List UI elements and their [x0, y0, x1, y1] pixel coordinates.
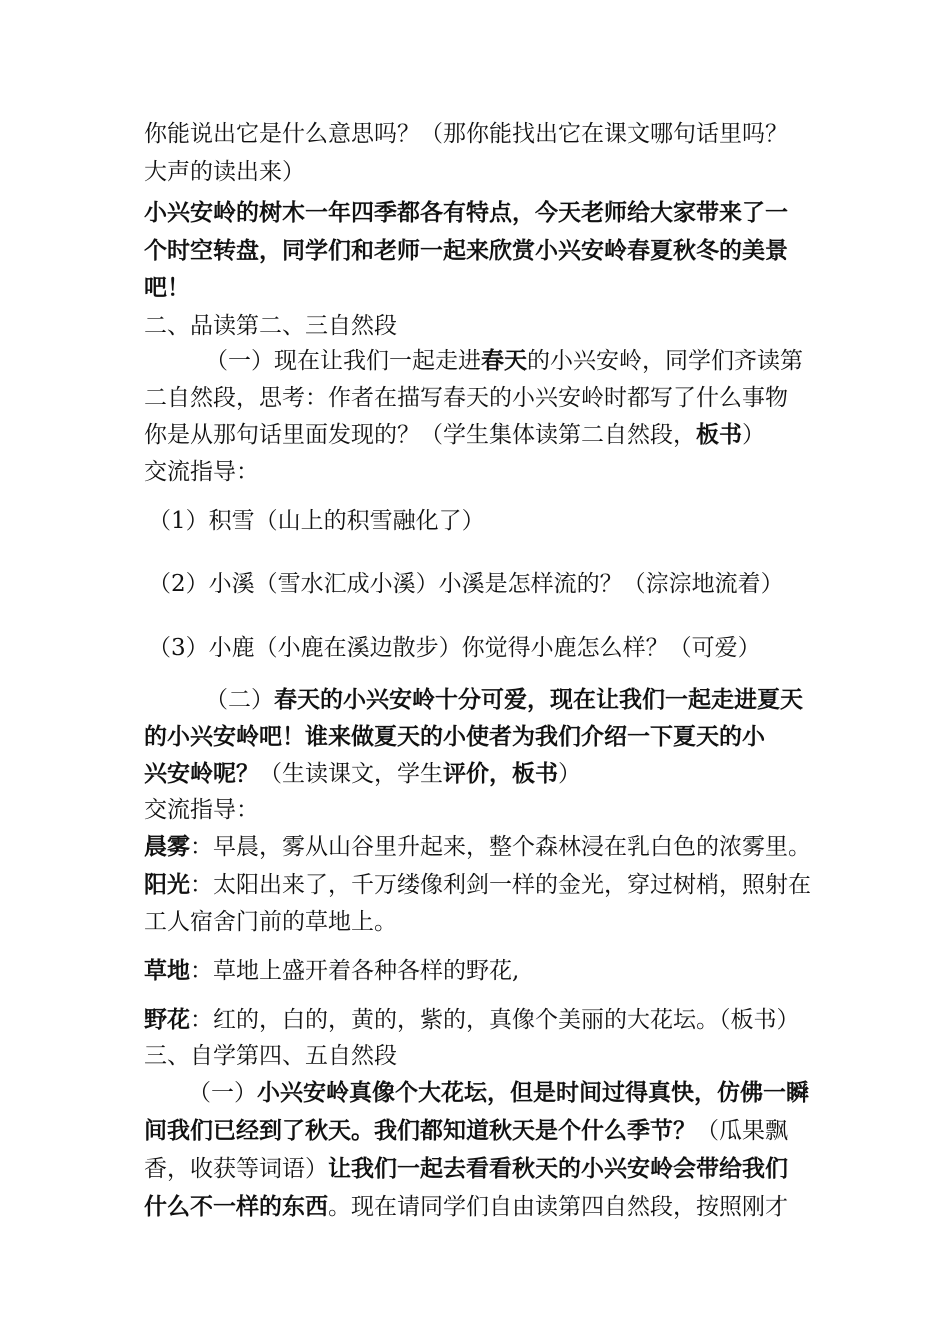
- bold-text: 小兴安岭真像个大花坛，但是时间过得真快，仿佛一瞬: [257, 1080, 809, 1106]
- text: 工人宿舍门前的草地上。: [144, 909, 397, 935]
- text-line-3: [144, 197, 788, 229]
- text-line-8: [144, 382, 788, 414]
- text: ：早晨，雾从山谷里升起来，整个森林浸在乳白色的浓雾里。: [190, 834, 811, 860]
- text: ：红的，白的，黄的，紫的，真像个美丽的大花坛。（板书）: [190, 1007, 800, 1033]
- text-line-19: [144, 869, 811, 901]
- bold-text: 评价，板书: [443, 761, 558, 787]
- text: 大声的读出来）: [144, 159, 305, 185]
- list-item-3: [148, 632, 761, 664]
- text: 二、品读第二、三自然段: [144, 313, 397, 339]
- bold-text: 阳光: [144, 872, 190, 898]
- text: 交流指导：: [144, 797, 259, 823]
- text: 二自然段，思考：作者在描写春天的小兴安岭时都写了什么事物: [144, 385, 788, 411]
- text-line-24: [188, 1077, 809, 1109]
- text: 。现在请同学们自由读第四自然段，按照刚才: [328, 1194, 788, 1220]
- bold-text: 晨雾: [144, 834, 190, 860]
- text-line-25: [144, 1115, 788, 1147]
- text-line-22: [144, 1004, 800, 1036]
- text: 交流指导：: [144, 459, 259, 485]
- list-item-1: [148, 505, 485, 537]
- bold-text: 春天的小兴安岭十分可爱，现在让我们一起走进夏天: [274, 687, 803, 713]
- text-line-9: [144, 419, 765, 451]
- text: 香，收获等词语）: [144, 1156, 328, 1182]
- text: （一）现在让我们一起走进: [205, 348, 481, 374]
- bold-text: 春天: [481, 348, 527, 374]
- text: （3）小鹿（小鹿在溪边散步）你觉得小鹿怎么样？（可爱）: [148, 635, 761, 661]
- text-line-7: [205, 345, 803, 377]
- text: （1）积雪（山上的积雪融化了）: [148, 508, 485, 534]
- text-line-26: [144, 1153, 788, 1185]
- bold-text: 什么不一样的东西: [144, 1194, 328, 1220]
- text-line-10: [144, 456, 259, 488]
- bold-text: 间我们已经到了秋天。我们都知道秋天是个什么季节？: [144, 1118, 696, 1144]
- text-line-14: [205, 684, 803, 716]
- section-heading-3: [144, 1040, 397, 1072]
- text: ：太阳出来了，千万缕像利剑一样的金光，穿过树梢，照射在: [190, 872, 811, 898]
- text: 三、自学第四、五自然段: [144, 1043, 397, 1069]
- text: （二）: [205, 687, 274, 713]
- text-line-2: [144, 156, 305, 188]
- text: （一）: [188, 1080, 257, 1106]
- text-line-4: [144, 235, 788, 267]
- bold-text: 的小兴安岭吧！谁来做夏天的小使者为我们介绍一下夏天的小: [144, 724, 765, 750]
- bold-text: 让我们一起去看看秋天的小兴安岭会带给我们: [328, 1156, 788, 1182]
- text: 的小兴安岭，同学们齐读第: [527, 348, 803, 374]
- list-item-2: [148, 568, 784, 600]
- text: ）: [742, 422, 765, 448]
- text: （2）小溪（雪水汇成小溪）小溪是怎样流的？（淙淙地流着）: [148, 571, 784, 597]
- text-line-17: [144, 794, 259, 826]
- bold-text: 吧！: [144, 275, 190, 301]
- text: 你是从那句话里面发现的？（学生集体读第二自然段，: [144, 422, 696, 448]
- text-line-27: [144, 1191, 788, 1223]
- section-heading-2: [144, 310, 397, 342]
- text-line-21: [144, 955, 519, 987]
- bold-text: 小兴安岭的树木一年四季都各有特点，今天老师给大家带来了一: [144, 200, 788, 226]
- text-line-20: [144, 906, 397, 938]
- text: ）: [558, 761, 581, 787]
- text: 你能说出它是什么意思吗？（那你能找出它在课文哪句话里吗？: [144, 121, 788, 147]
- bold-text: 个时空转盘，同学们和老师一起来欣赏小兴安岭春夏秋冬的美景: [144, 238, 788, 264]
- text-line-18: [144, 831, 811, 863]
- text-line-15: [144, 721, 765, 753]
- bold-text: 兴安岭呢？: [144, 761, 259, 787]
- text-line-1: [144, 118, 788, 150]
- bold-text: 板书: [696, 422, 742, 448]
- text: （瓜果飘: [696, 1118, 788, 1144]
- text-line-5: [144, 272, 190, 304]
- bold-text: 野花: [144, 1007, 190, 1033]
- text: （生读课文，学生: [259, 761, 443, 787]
- text-line-16: [144, 758, 581, 790]
- text: ：草地上盛开着各种各样的野花,: [190, 958, 520, 984]
- bold-text: 草地: [144, 958, 190, 984]
